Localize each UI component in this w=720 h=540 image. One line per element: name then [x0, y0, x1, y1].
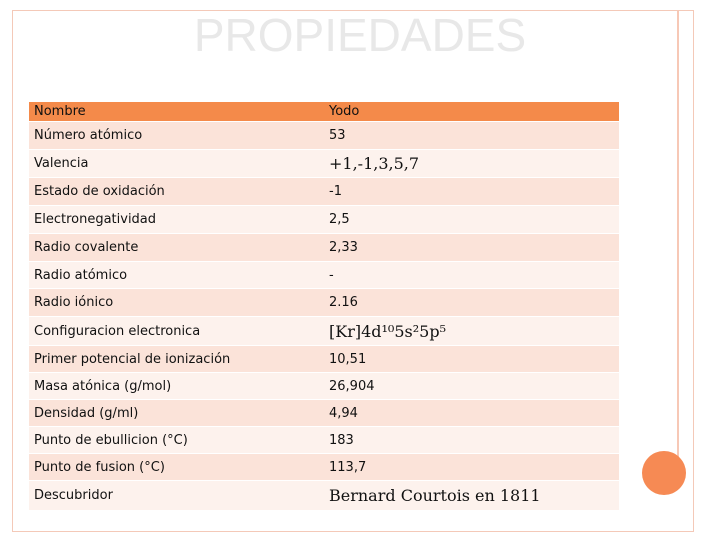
table-row	[29, 400, 619, 427]
property-value: +1,-1,3,5,7	[329, 154, 420, 173]
property-value: 53	[329, 128, 346, 143]
property-value: 2,33	[329, 240, 358, 255]
properties-table	[29, 102, 619, 511]
property-label: Número atómico	[34, 128, 143, 143]
table-row	[29, 206, 619, 234]
property-label: Densidad (g/ml)	[34, 405, 139, 421]
property-label: Radio covalente	[34, 240, 139, 255]
property-label: Configuracion electronica	[34, 323, 201, 339]
property-label: Electronegatividad	[34, 212, 157, 227]
property-label: Punto de ebullicion (°C)	[34, 432, 188, 448]
decorative-vertical-line	[677, 11, 679, 466]
table-row	[29, 346, 619, 373]
property-value: -	[329, 267, 334, 283]
table-row	[29, 481, 619, 511]
table-row	[29, 427, 619, 454]
table-row	[29, 234, 619, 262]
decorative-circle	[642, 451, 686, 495]
property-label: Primer potencial de ionización	[34, 351, 231, 367]
property-label: Estado de oxidación	[34, 184, 165, 199]
property-value: 2,5	[329, 212, 350, 227]
property-value: 10,51	[329, 351, 367, 367]
property-value: Bernard Courtois en 1811	[329, 486, 541, 505]
table-row	[29, 317, 619, 346]
property-value: -1	[329, 184, 342, 199]
header-label: Nombre	[34, 104, 86, 119]
property-value: 183	[329, 432, 354, 448]
property-value: 4,94	[329, 405, 358, 421]
property-label: Valencia	[34, 156, 89, 171]
property-value: 26,904	[329, 378, 375, 394]
table-row	[29, 150, 619, 178]
property-label: Radio atómico	[34, 267, 128, 283]
slide-title: PROPIEDADES	[193, 9, 527, 61]
property-label: Descubridor	[34, 488, 113, 503]
table-header-row	[29, 102, 619, 122]
property-value: [Kr]4d¹⁰5s²5p⁵	[329, 321, 446, 341]
table-row	[29, 373, 619, 400]
table-body	[29, 122, 619, 511]
table-row	[29, 178, 619, 206]
table-row	[29, 122, 619, 150]
property-value: 113,7	[329, 459, 367, 475]
table-row	[29, 262, 619, 289]
property-label: Radio iónico	[34, 295, 114, 310]
table-row	[29, 454, 619, 481]
header-value: Yodo	[329, 104, 360, 119]
property-value: 2.16	[329, 295, 358, 310]
property-label: Masa atónica (g/mol)	[34, 378, 172, 394]
property-label: Punto de fusion (°C)	[34, 459, 165, 475]
table-row	[29, 289, 619, 317]
